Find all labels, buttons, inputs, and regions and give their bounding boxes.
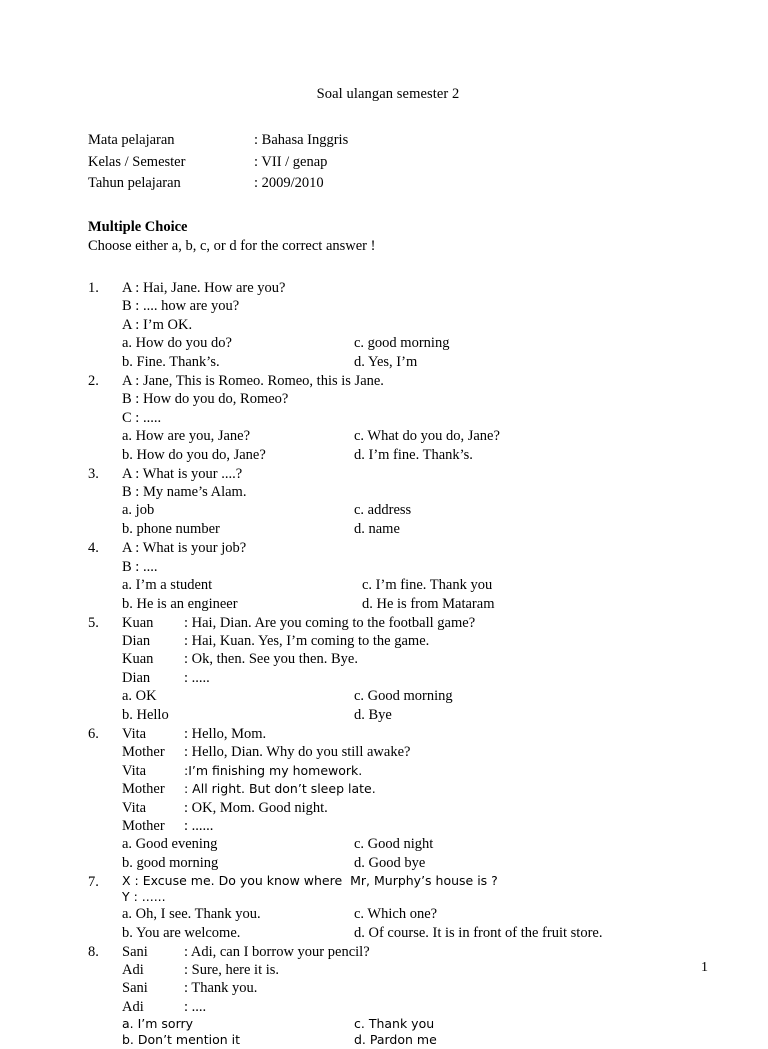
dialog-speaker: Kuan <box>122 651 154 668</box>
dialog-speaker: Dian <box>122 669 151 686</box>
dialog-text: : Adi, can I borrow your pencil? <box>184 943 370 960</box>
document-content <box>88 86 688 1049</box>
page-number: 1 <box>701 960 708 975</box>
question-number: 6. <box>88 725 99 742</box>
question-line: A : What is your job? <box>122 540 247 557</box>
option-d[interactable]: d. Bye <box>354 707 392 724</box>
option-group <box>122 427 688 465</box>
dialog-text: : .... <box>184 998 207 1015</box>
question-item <box>88 614 688 725</box>
dialog-line <box>122 943 688 961</box>
dialog-line <box>122 979 688 997</box>
dialog-text: : Hello, Dian. Why do you still awake? <box>184 744 411 761</box>
question-number: 3. <box>88 465 99 482</box>
option-row <box>122 576 688 595</box>
question-line: A : What is your ....? <box>122 465 243 482</box>
option-row <box>122 427 688 446</box>
dialog-speaker: Mother <box>122 744 165 761</box>
dialog-speaker: Mother <box>122 781 165 798</box>
question-line: B : .... <box>122 558 158 575</box>
option-d[interactable]: d. name <box>354 521 400 538</box>
option-a[interactable]: a. job <box>122 502 155 519</box>
option-row <box>122 501 688 520</box>
dialog-text: : ...... <box>184 817 214 834</box>
dialog-line <box>122 817 688 835</box>
option-row <box>122 687 688 706</box>
question-number: 7. <box>88 874 99 891</box>
metadata-label: Kelas / Semester <box>88 153 186 170</box>
option-group <box>122 501 688 539</box>
dialog-text: :I’m finishing my homework. <box>184 762 363 778</box>
question-line: A : Jane, This is Romeo. Romeo, this is Jane. <box>122 372 384 389</box>
option-row <box>122 924 688 943</box>
option-group <box>122 905 688 943</box>
question-line: A : Hai, Jane. How are you? <box>122 279 286 296</box>
question-item <box>88 725 688 873</box>
metadata-value: : Bahasa Inggris <box>254 132 349 148</box>
question-item <box>88 873 688 942</box>
option-row <box>122 595 688 614</box>
option-a[interactable]: a. Good evening <box>122 836 218 853</box>
option-row <box>122 446 688 465</box>
option-d[interactable]: d. I’m fine. Thank’s. <box>354 446 473 463</box>
metadata-value: : 2009/2010 <box>254 175 324 192</box>
dialog-text: : All right. But don’t sleep late. <box>184 781 376 797</box>
option-row <box>122 905 688 924</box>
option-row <box>122 706 688 725</box>
option-group <box>122 835 688 873</box>
dialog-line <box>122 961 688 979</box>
dialog-line <box>122 743 688 761</box>
exam-metadata <box>88 131 348 196</box>
question-line: B : .... how are you? <box>122 298 240 315</box>
question-item <box>88 943 688 1049</box>
option-b[interactable]: b. Hello <box>122 707 169 724</box>
section-instruction: Choose either a, b, c, or d for the correct answer ! <box>88 238 376 255</box>
option-group <box>122 1016 688 1049</box>
option-group <box>122 576 688 614</box>
dialog-speaker: Mother <box>122 817 165 834</box>
question-item <box>88 539 688 614</box>
option-c[interactable]: c. Good morning <box>354 688 453 705</box>
question-number: 4. <box>88 540 99 557</box>
metadata-row <box>88 174 348 196</box>
option-b[interactable]: b. phone number <box>122 521 220 538</box>
option-row <box>122 334 688 353</box>
question-item <box>88 465 688 540</box>
question-line: C : ..... <box>122 409 162 426</box>
option-row <box>122 1032 688 1048</box>
dialog-text: : Ok, then. See you then. Bye. <box>184 651 358 668</box>
option-b[interactable]: b. Fine. Thank’s. <box>122 353 220 370</box>
option-a[interactable]: a. OK <box>122 688 157 705</box>
dialog-speaker: Dian <box>122 633 151 650</box>
option-group <box>122 687 688 725</box>
option-c[interactable]: c. What do you do, Jane? <box>354 427 500 444</box>
metadata-row <box>88 131 348 153</box>
dialog-line <box>122 725 688 743</box>
option-c[interactable]: c. Thank you <box>354 1016 435 1032</box>
dialog-line <box>122 780 688 798</box>
option-a[interactable]: a. I’m a student <box>122 576 213 593</box>
dialog-speaker: Adi <box>122 961 144 978</box>
option-b[interactable]: b. Don’t mention it <box>122 1032 241 1048</box>
question-number: 1. <box>88 279 99 296</box>
option-b[interactable]: b. How do you do, Jane? <box>122 446 266 463</box>
section-heading: Multiple Choice <box>88 218 188 235</box>
option-b[interactable]: b. You are welcome. <box>122 924 241 941</box>
dialog-text: : Hai, Dian. Are you coming to the football game? <box>184 614 476 631</box>
option-row <box>122 520 688 539</box>
dialog-speaker: Sani <box>122 943 148 960</box>
dialog-speaker: Vita <box>122 725 147 742</box>
dialog-line <box>122 650 688 668</box>
option-d[interactable]: d. Yes, I’m <box>354 353 418 370</box>
dialog-speaker: Kuan <box>122 614 154 631</box>
dialog-speaker: Vita <box>122 799 147 816</box>
question-line: B : How do you do, Romeo? <box>122 391 289 408</box>
option-d[interactable]: d. Good bye <box>354 855 426 872</box>
question-number: 2. <box>88 372 99 389</box>
option-row <box>122 353 688 372</box>
option-c[interactable]: c. Good night <box>354 836 434 853</box>
dialog-line <box>122 799 688 817</box>
option-d[interactable]: d. Pardon me <box>354 1032 437 1048</box>
option-d[interactable]: d. Of course. It is in front of the fruit store. <box>354 924 603 941</box>
dialog-text: : Sure, here it is. <box>184 961 280 978</box>
option-c[interactable]: c. good morning <box>354 335 450 352</box>
option-a[interactable]: a. I’m sorry <box>122 1016 194 1032</box>
option-c[interactable]: c. I’m fine. Thank you <box>362 576 493 593</box>
question-list <box>88 279 688 1049</box>
question-line: B : My name’s Alam. <box>122 484 247 501</box>
option-row <box>122 854 688 873</box>
dialog-line <box>122 762 688 780</box>
question-line: A : I’m OK. <box>122 316 193 333</box>
option-b[interactable]: b. good morning <box>122 855 219 872</box>
question-item <box>88 372 688 465</box>
dialog-line <box>122 632 688 650</box>
question-item <box>88 279 688 372</box>
question-number: 5. <box>88 614 99 631</box>
dialog-line <box>122 998 688 1016</box>
question-line: X : Excuse me. Do you know where Mr, Murphy’s house is ? <box>122 873 498 889</box>
option-a[interactable]: a. Oh, I see. Thank you. <box>122 905 261 922</box>
metadata-row <box>88 153 348 175</box>
metadata-label: Mata pelajaran <box>88 132 175 148</box>
dialog-text: : ..... <box>184 669 210 686</box>
option-d[interactable]: d. He is from Mataram <box>362 595 495 612</box>
dialog-speaker: Vita <box>122 762 147 779</box>
dialog-text: : Hello, Mom. <box>184 725 267 742</box>
dialog-speaker: Adi <box>122 998 144 1015</box>
dialog-line <box>122 669 688 687</box>
page-title: Soal ulangan semester 2 <box>316 86 460 102</box>
metadata-value: : VII / genap <box>254 153 328 170</box>
metadata-label: Tahun pelajaran <box>88 175 181 192</box>
dialog-text: : Thank you. <box>184 980 258 997</box>
dialog-line <box>122 614 688 632</box>
option-a[interactable]: a. How do you do? <box>122 335 232 352</box>
question-line: Y : ...... <box>122 888 166 904</box>
option-row <box>122 1016 688 1032</box>
option-a[interactable]: a. How are you, Jane? <box>122 427 251 444</box>
dialog-speaker: Sani <box>122 980 148 997</box>
option-c[interactable]: c. Which one? <box>354 905 438 922</box>
dialog-text: : OK, Mom. Good night. <box>184 799 328 816</box>
question-number: 8. <box>88 943 99 960</box>
option-c[interactable]: c. address <box>354 502 412 519</box>
option-b[interactable]: b. He is an engineer <box>122 595 238 612</box>
dialog-text: : Hai, Kuan. Yes, I’m coming to the game. <box>184 633 430 650</box>
option-row <box>122 835 688 854</box>
option-group <box>122 334 688 372</box>
